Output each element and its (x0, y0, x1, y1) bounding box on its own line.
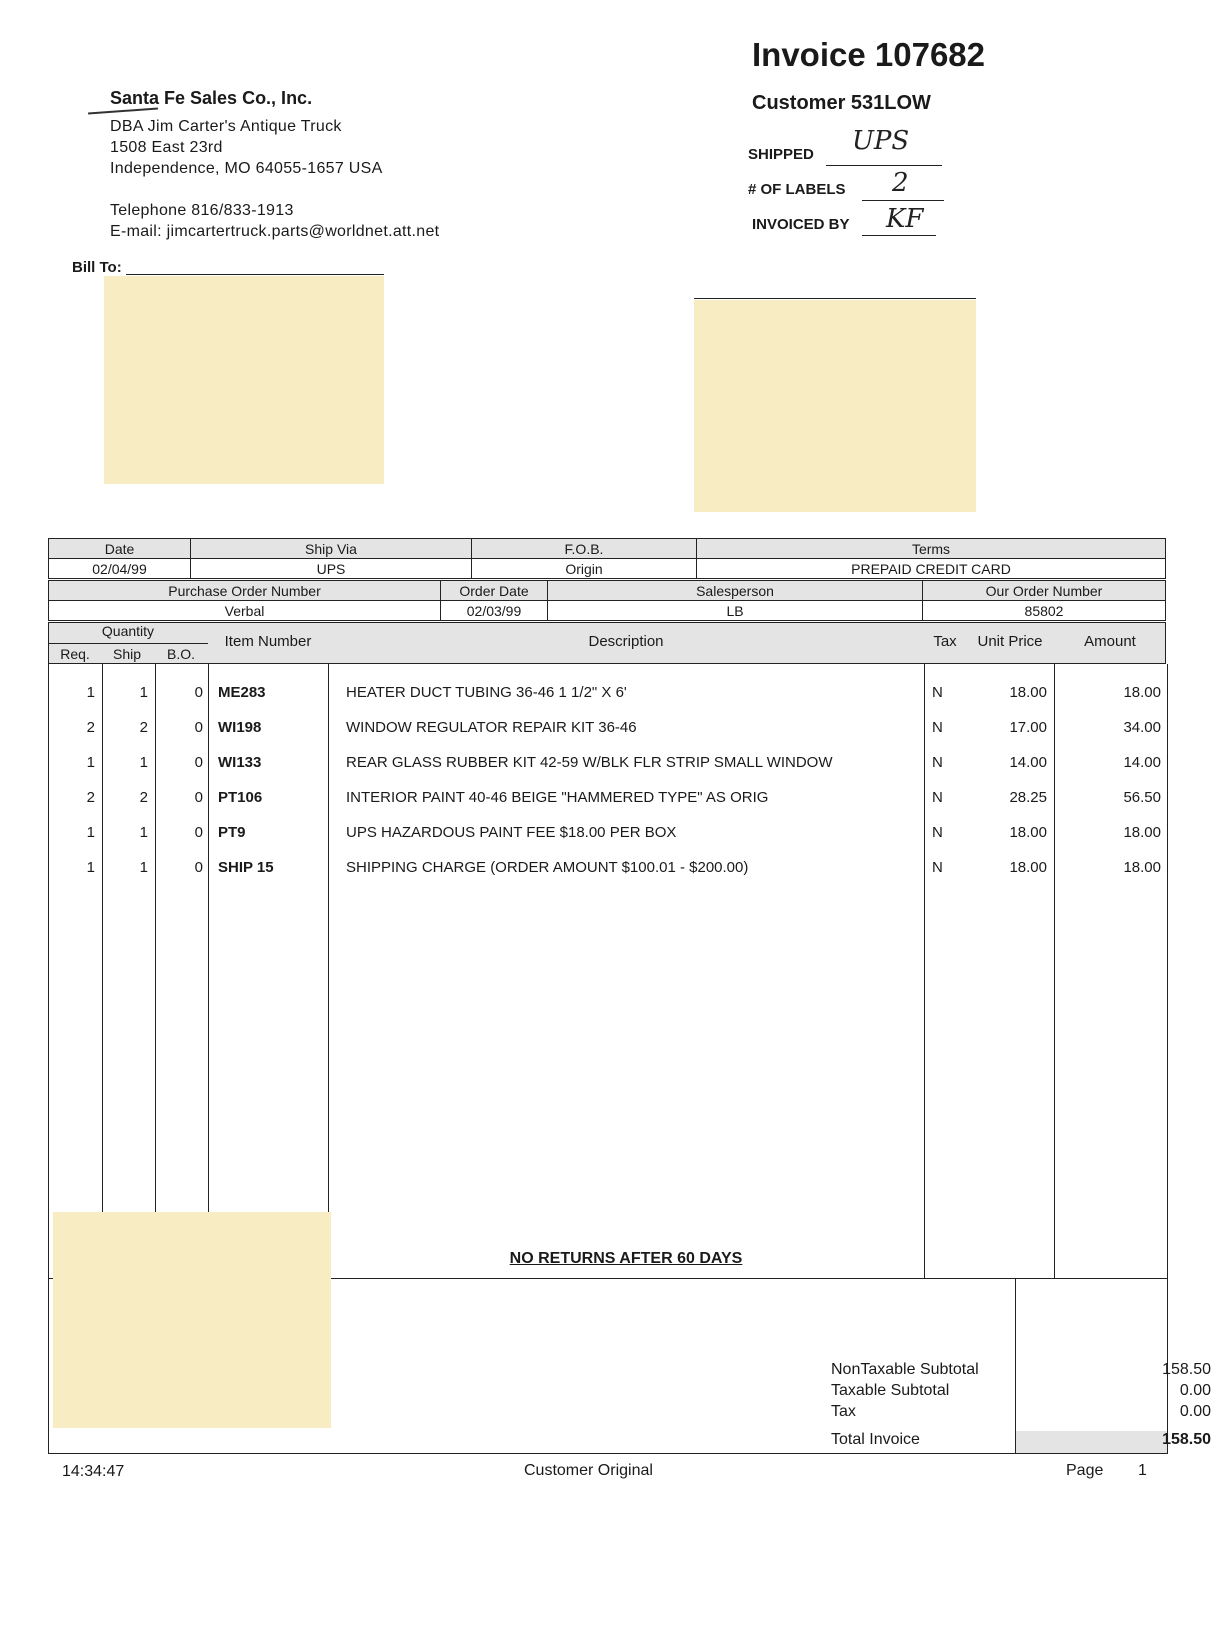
item-number-header: Item Number (224, 633, 312, 650)
amount-cell: 34.00 (1123, 719, 1161, 736)
salesperson-header: Salesperson (548, 581, 923, 601)
date-value: 02/04/99 (49, 559, 191, 579)
description-cell: SHIPPING CHARGE (ORDER AMOUNT $100.01 - $200.00) (346, 859, 749, 876)
description-cell: INTERIOR PAINT 40-46 BEIGE "HAMMERED TYPE" AS ORIG (346, 789, 769, 806)
labels-handwritten: 2 (892, 168, 909, 198)
description-cell: REAR GLASS RUBBER KIT 42-59 W/BLK FLR STRIP SMALL WINDOW (346, 754, 833, 771)
ship-to-redaction-note (694, 300, 976, 512)
order-date-value: 02/03/99 (441, 601, 548, 621)
tax-cell: N (932, 789, 943, 806)
tax-cell: N (932, 684, 943, 701)
unit-price-cell: 18.00 (1009, 824, 1047, 841)
bill-to-redaction-note (104, 276, 384, 484)
ship-via-value: UPS (191, 559, 472, 579)
item-number-cell: ME283 (218, 684, 266, 701)
totals-box (48, 1278, 1211, 1454)
col-divider-req (102, 664, 103, 1218)
bo-cell: 0 (194, 859, 203, 876)
labels-line (862, 199, 944, 201)
labels-label: # OF LABELS (748, 181, 846, 198)
shipped-label: SHIPPED (748, 146, 814, 163)
description-cell: WINDOW REGULATOR REPAIR KIT 36-46 (346, 719, 637, 736)
tax-value: 0.00 (1179, 1403, 1211, 1420)
shipped-line (826, 164, 942, 166)
bill-to-label: Bill To: (72, 259, 122, 276)
po-number-value: Verbal (49, 601, 441, 621)
terms-header: Terms (697, 539, 1166, 559)
order-info-table (48, 538, 1166, 579)
item-number-cell: SHIP 15 (218, 859, 274, 876)
table-row (49, 859, 1167, 879)
company-email: E-mail: jimcartertruck.parts@worldnet.att.net (110, 223, 440, 240)
fob-value: Origin (472, 559, 697, 579)
ship-header: Ship (112, 646, 142, 662)
unit-price-cell: 17.00 (1009, 719, 1047, 736)
customer-number: Customer 531LOW (752, 92, 931, 114)
req-cell: 1 (86, 684, 95, 701)
company-city: Independence, MO 64055-1657 USA (110, 160, 383, 177)
tax-cell: N (932, 859, 943, 876)
quantity-header: Quantity (101, 623, 155, 639)
terms-value: PREPAID CREDIT CARD (697, 559, 1166, 579)
footer-page-label: Page (1066, 1462, 1104, 1479)
fob-header: F.O.B. (472, 539, 697, 559)
col-divider-ship (155, 664, 156, 1218)
taxable-subtotal-label: Taxable Subtotal (831, 1382, 950, 1399)
total-invoice-label: Total Invoice (831, 1431, 920, 1448)
quantity-header-divider (48, 643, 208, 644)
invoiced-by-label: INVOICED BY (752, 216, 850, 233)
returns-notice: NO RETURNS AFTER 60 DAYS (509, 1250, 743, 1267)
tax-cell: N (932, 719, 943, 736)
item-number-cell: WI133 (218, 754, 262, 771)
ship-cell: 2 (139, 719, 148, 736)
tax-label: Tax (831, 1403, 856, 1420)
invoiced-by-line (862, 234, 936, 236)
footer-page-number: 1 (1138, 1462, 1147, 1479)
bo-cell: 0 (194, 719, 203, 736)
item-number-cell: PT106 (218, 789, 263, 806)
bo-cell: 0 (194, 754, 203, 771)
unit-price-cell: 14.00 (1009, 754, 1047, 771)
totals-divider (1015, 1278, 1016, 1453)
company-street: 1508 East 23rd (110, 139, 223, 156)
po-number-header: Purchase Order Number (49, 581, 441, 601)
order-date-header: Order Date (441, 581, 548, 601)
bill-to-line (126, 274, 384, 275)
ship-via-header: Ship Via (191, 539, 472, 559)
amount-cell: 56.50 (1123, 789, 1161, 806)
unit-price-header: Unit Price (977, 633, 1043, 650)
ship-cell: 2 (139, 789, 148, 806)
amount-header: Amount (1084, 633, 1136, 650)
bo-cell: 0 (194, 789, 203, 806)
our-order-number-header: Our Order Number (923, 581, 1166, 601)
our-order-number-value: 85802 (923, 601, 1166, 621)
table-row (49, 719, 1167, 739)
description-header: Description (588, 633, 664, 650)
nontaxable-subtotal-value: 158.50 (1162, 1361, 1211, 1378)
items-body (48, 664, 1168, 1279)
order-info-table-2 (48, 580, 1166, 621)
amount-cell: 18.00 (1123, 859, 1161, 876)
bo-cell: 0 (194, 824, 203, 841)
tax-cell: N (932, 754, 943, 771)
amount-cell: 14.00 (1123, 754, 1161, 771)
ship-cell: 1 (139, 684, 148, 701)
company-name: Santa Fe Sales Co., Inc. (110, 88, 313, 108)
bo-header: B.O. (166, 646, 195, 662)
footer-time: 14:34:47 (62, 1463, 125, 1480)
bo-cell: 0 (194, 684, 203, 701)
req-cell: 1 (86, 859, 95, 876)
ship-to-line (694, 298, 976, 299)
item-number-cell: PT9 (218, 824, 246, 841)
req-cell: 1 (86, 824, 95, 841)
table-row (49, 789, 1167, 809)
table-row (49, 824, 1167, 844)
ship-cell: 1 (139, 824, 148, 841)
ship-cell: 1 (139, 859, 148, 876)
req-header: Req. (60, 646, 90, 662)
table-row (49, 754, 1167, 774)
req-cell: 1 (86, 754, 95, 771)
item-number-cell: WI198 (218, 719, 262, 736)
total-invoice-value: 158.50 (1162, 1431, 1211, 1448)
tax-header: Tax (933, 633, 957, 650)
table-row (49, 684, 1167, 704)
date-header: Date (49, 539, 191, 559)
unit-price-cell: 18.00 (1009, 684, 1047, 701)
company-dba: DBA Jim Carter's Antique Truck (110, 118, 342, 135)
invoiced-by-handwritten: KF (886, 204, 924, 234)
footer-copy-type: Customer Original (524, 1462, 653, 1479)
unit-price-cell: 28.25 (1009, 789, 1047, 806)
amount-cell: 18.00 (1123, 824, 1161, 841)
amount-cell: 18.00 (1123, 684, 1161, 701)
shipped-handwritten: UPS (852, 126, 910, 156)
description-cell: UPS HAZARDOUS PAINT FEE $18.00 PER BOX (346, 824, 677, 841)
description-cell: HEATER DUCT TUBING 36-46 1 1/2" X 6' (346, 684, 627, 701)
salesperson-value: LB (548, 601, 923, 621)
req-cell: 2 (86, 789, 95, 806)
invoice-title: Invoice 107682 (752, 36, 985, 73)
taxable-subtotal-value: 0.00 (1179, 1382, 1211, 1399)
col-divider-bo (208, 664, 209, 1218)
unit-price-cell: 18.00 (1009, 859, 1047, 876)
tax-cell: N (932, 824, 943, 841)
company-telephone: Telephone 816/833-1913 (110, 202, 294, 219)
req-cell: 2 (86, 719, 95, 736)
nontaxable-subtotal-label: NonTaxable Subtotal (831, 1361, 979, 1378)
ship-cell: 1 (139, 754, 148, 771)
